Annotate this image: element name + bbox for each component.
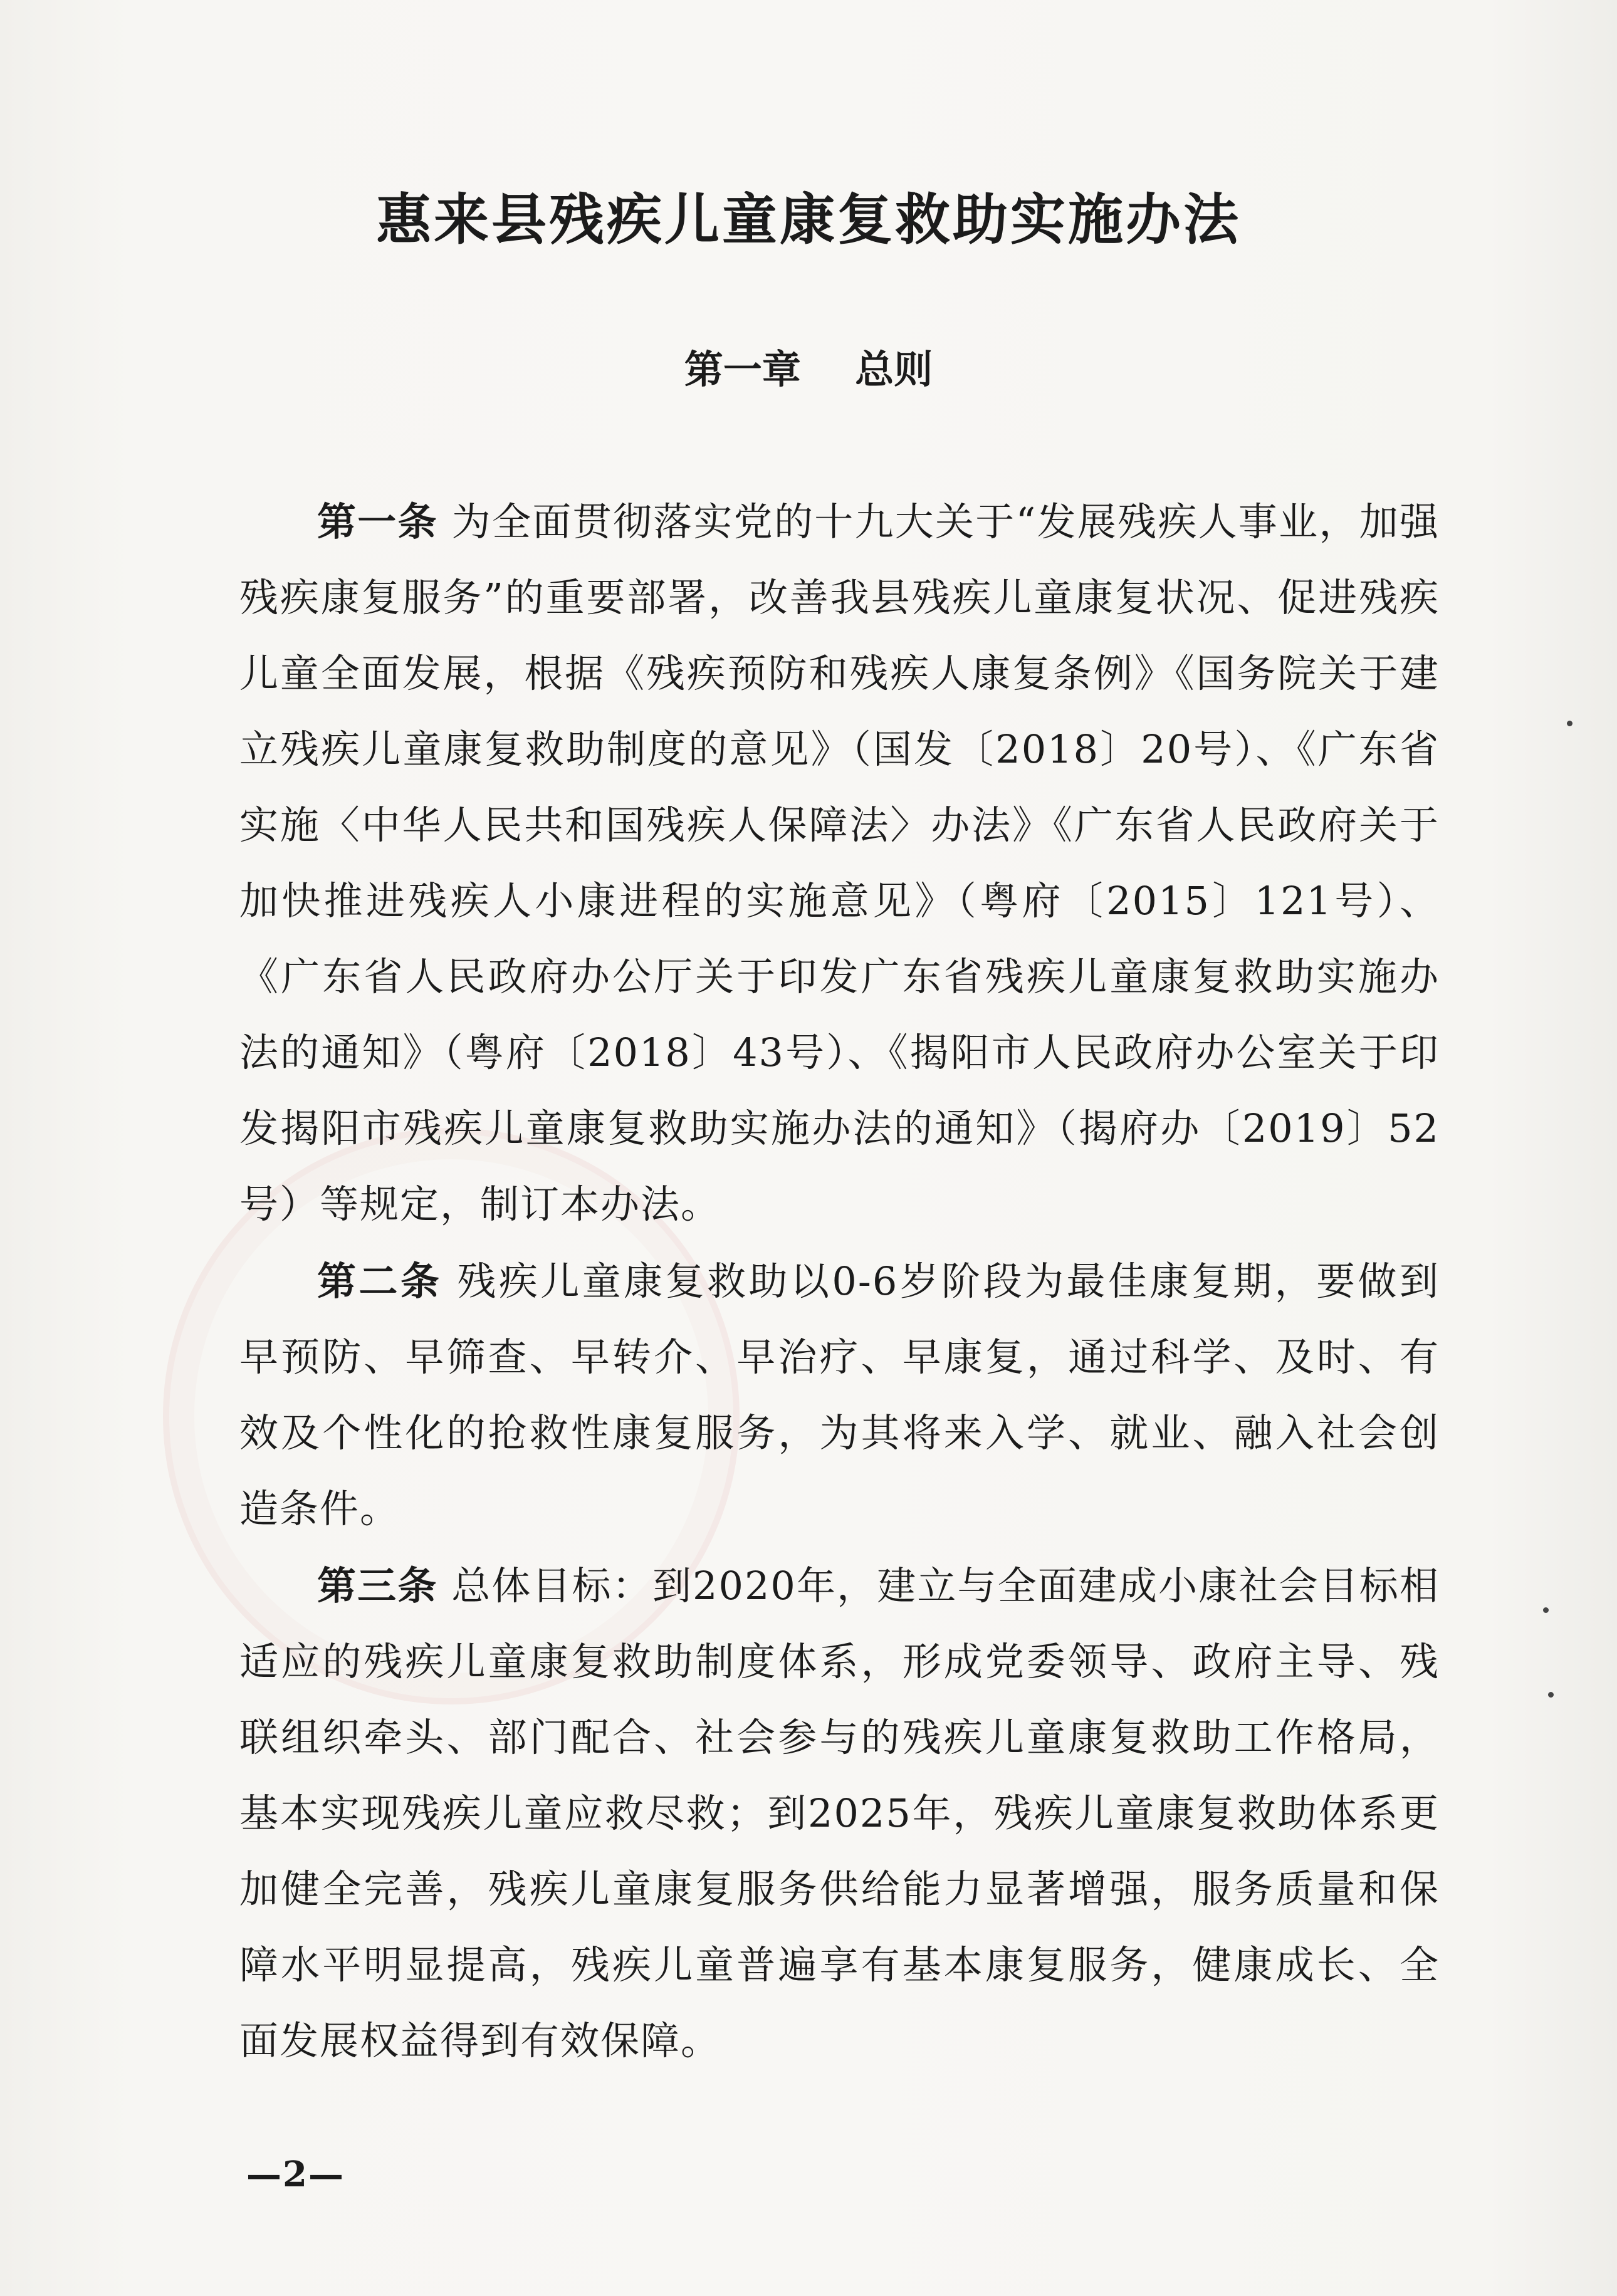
document-title: 惠来县残疾儿童康复救助实施办法 <box>375 187 1241 252</box>
article-2 <box>239 1243 1440 1547</box>
article-1-text: 为全面贯彻落实党的十九大关于“发展残疾人事业，加强残疾康复服务”的重要部署，改善我县残疾儿童康复状况、促进残疾儿童全面发展，根据《残疾预防和残疾人康复条例》《国务院关于建立残疾儿童康复救助制度的意见》（国发〔2018〕20号）、《广东省实施〈中华人民共和国残疾人保障法〉办法》《广东省人民政府关于加快推进残疾人小康进程的实施意见》（粤府〔2015〕121号）、《广东省人民政府办公厅关于印发广东省残疾儿童康复救助实施办法的通知》（粤府〔2018〕43号）、《揭阳市人民政府办公室关于印发揭阳市残疾儿童康复救助实施办法的通知》（揭府办〔2019〕52号）等规定，制订本办法。 <box>239 499 1440 1227</box>
article-3-text: 总体目标：到2020年，建立与全面建成小康社会目标相适应的残疾儿童康复救助制度体系，形成党委领导、政府主导、残联组织牵头、部门配合、社会参与的残疾儿童康复救助工作格局，基本实现残疾儿童应救尽救；到2025年，残疾儿童康复救助体系更加健全完善，残疾儿童康复服务供给能力显著增强，服务质量和保障水平明显提高，残疾儿童普遍享有基本康复服务，健康成长、全面发展权益得到有效保障。 <box>239 1563 1440 2064</box>
chapter-heading: 第一章 总则 <box>684 347 933 392</box>
article-3-label: 第三条 <box>317 1563 438 1609</box>
article-2-label: 第二条 <box>317 1258 442 1304</box>
article-2-text: 残疾儿童康复救助以0-6岁阶段为最佳康复期，要做到早预防、早筛查、早转介、早治疗、早康复，通过科学、及时、有效及个性化的抢救性康复服务，为其将来入学、就业、融入社会创造条件。 <box>239 1258 1440 1532</box>
article-3 <box>239 1548 1440 2079</box>
scan-speck <box>1543 1607 1549 1613</box>
page-number: —2— <box>246 2154 345 2195</box>
scan-speck <box>1548 1692 1554 1698</box>
scan-speck <box>1567 721 1573 726</box>
article-1 <box>239 484 1440 1242</box>
article-1-label: 第一条 <box>317 499 438 545</box>
document-body <box>239 484 1440 2079</box>
